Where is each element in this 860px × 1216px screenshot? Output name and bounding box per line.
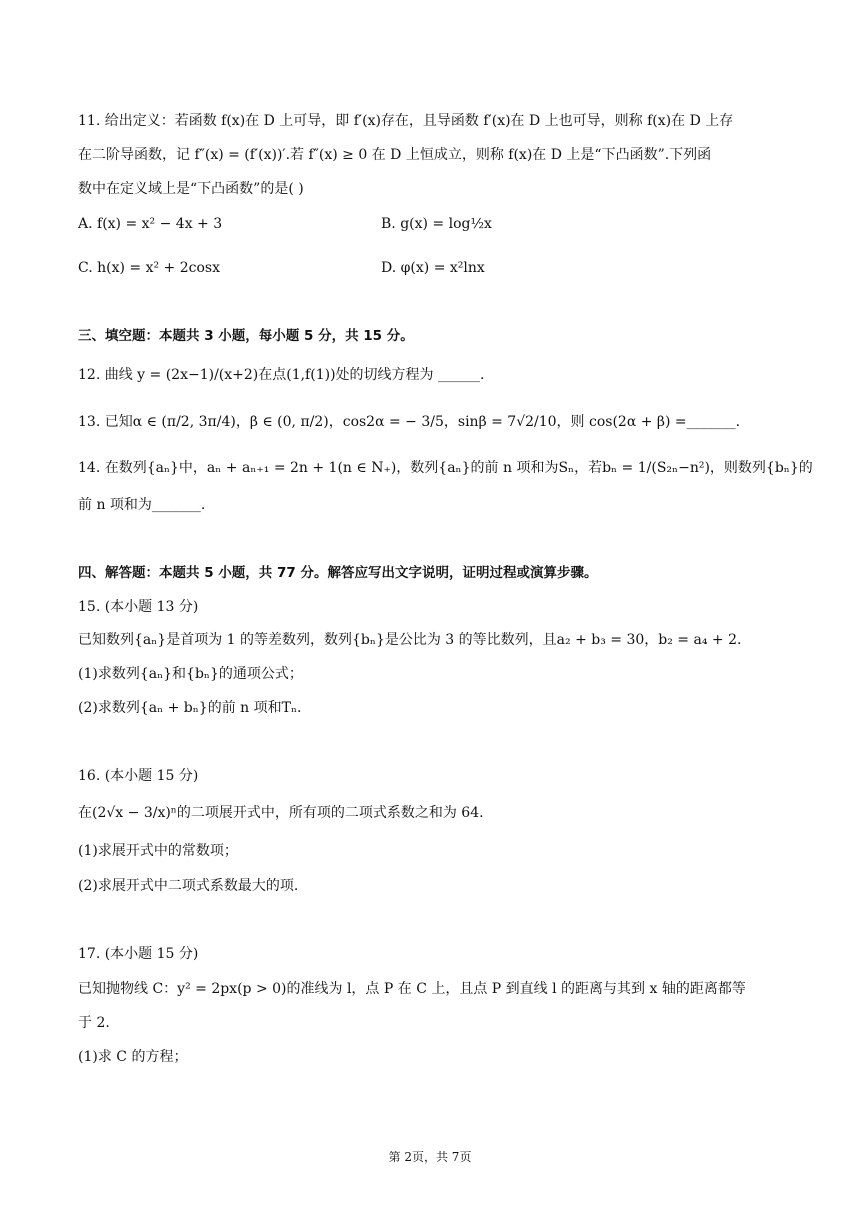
- q11-option-d: D. φ(x) = x²lnx: [381, 260, 485, 276]
- q17-title: 17. (本小题 15 分): [78, 946, 199, 962]
- q11-line-1: 11. 给出定义：若函数 f(x)在 D 上可导，即 f′(x)存在，且导函数 f′(x)在 D 上也可导，则称 f(x)在 D 上存: [78, 113, 734, 129]
- q11-option-c: C. h(x) = x² + 2cosx: [78, 260, 220, 276]
- q17-line-1: 已知抛物线 C：y² = 2px(p > 0)的准线为 l，点 P 在 C 上，且点 P 到直线 l 的距离与其到 x 轴的距离都等: [78, 981, 746, 997]
- q13: 13. 已知α ∈ (π/2, 3π/4)，β ∈ (0, π/2)，cos2α = − 3/5，sinβ = 7√2/10，则 cos(2α + β) =_______.: [78, 414, 741, 430]
- page-footer: 第 2页，共 7页: [388, 1150, 472, 1164]
- q11-option-b: B. g(x) = log½x: [381, 216, 492, 232]
- q14-line-2: 前 n 项和为_______.: [78, 497, 206, 513]
- q17-line-2: 于 2.: [78, 1015, 110, 1031]
- q11-line-3: 数中在定义域上是“下凸函数”的是( ): [78, 181, 304, 197]
- q17-part-1: (1)求 C 的方程；: [78, 1049, 188, 1065]
- section-4-heading: 四、解答题：本题共 5 小题，共 77 分。解答应写出文字说明，证明过程或演算步骤。: [78, 565, 598, 581]
- q15-part-2: (2)求数列{aₙ + bₙ}的前 n 项和Tₙ.: [78, 700, 302, 716]
- q15-part-1: (1)求数列{aₙ}和{bₙ}的通项公式；: [78, 666, 303, 682]
- q16-stem: 在(2√x − 3/x)ⁿ的二项展开式中，所有项的二项式系数之和为 64.: [78, 805, 484, 821]
- q11-line-2: 在二阶导函数，记 f″(x) = (f′(x))′.若 f″(x) ≥ 0 在 D 上恒成立，则称 f(x)在 D 上是“下凸函数”.下列函: [78, 147, 712, 163]
- q11-option-a: A. f(x) = x² − 4x + 3: [78, 216, 223, 232]
- q14-line-1: 14. 在数列{aₙ}中，aₙ + aₙ₊₁ = 2n + 1(n ∈ N₊)，数列{aₙ}的前 n 项和为Sₙ，若bₙ = 1/(S₂ₙ−n²)，则数列{bₙ}的: [78, 460, 813, 476]
- q15-title: 15. (本小题 13 分): [78, 599, 199, 615]
- q12: 12. 曲线 y = (2x−1)/(x+2)在点(1,f(1))处的切线方程为 ______.: [78, 367, 485, 383]
- q16-part-2: (2)求展开式中二项式系数最大的项.: [78, 878, 299, 894]
- q15-stem: 已知数列{aₙ}是首项为 1 的等差数列，数列{bₙ}是公比为 3 的等比数列，且a₂ + b₃ = 30，b₂ = a₄ + 2.: [78, 632, 742, 648]
- q16-title: 16. (本小题 15 分): [78, 768, 199, 784]
- section-3-heading: 三、填空题：本题共 3 小题，每小题 5 分，共 15 分。: [78, 328, 414, 344]
- q16-part-1: (1)求展开式中的常数项；: [78, 843, 238, 859]
